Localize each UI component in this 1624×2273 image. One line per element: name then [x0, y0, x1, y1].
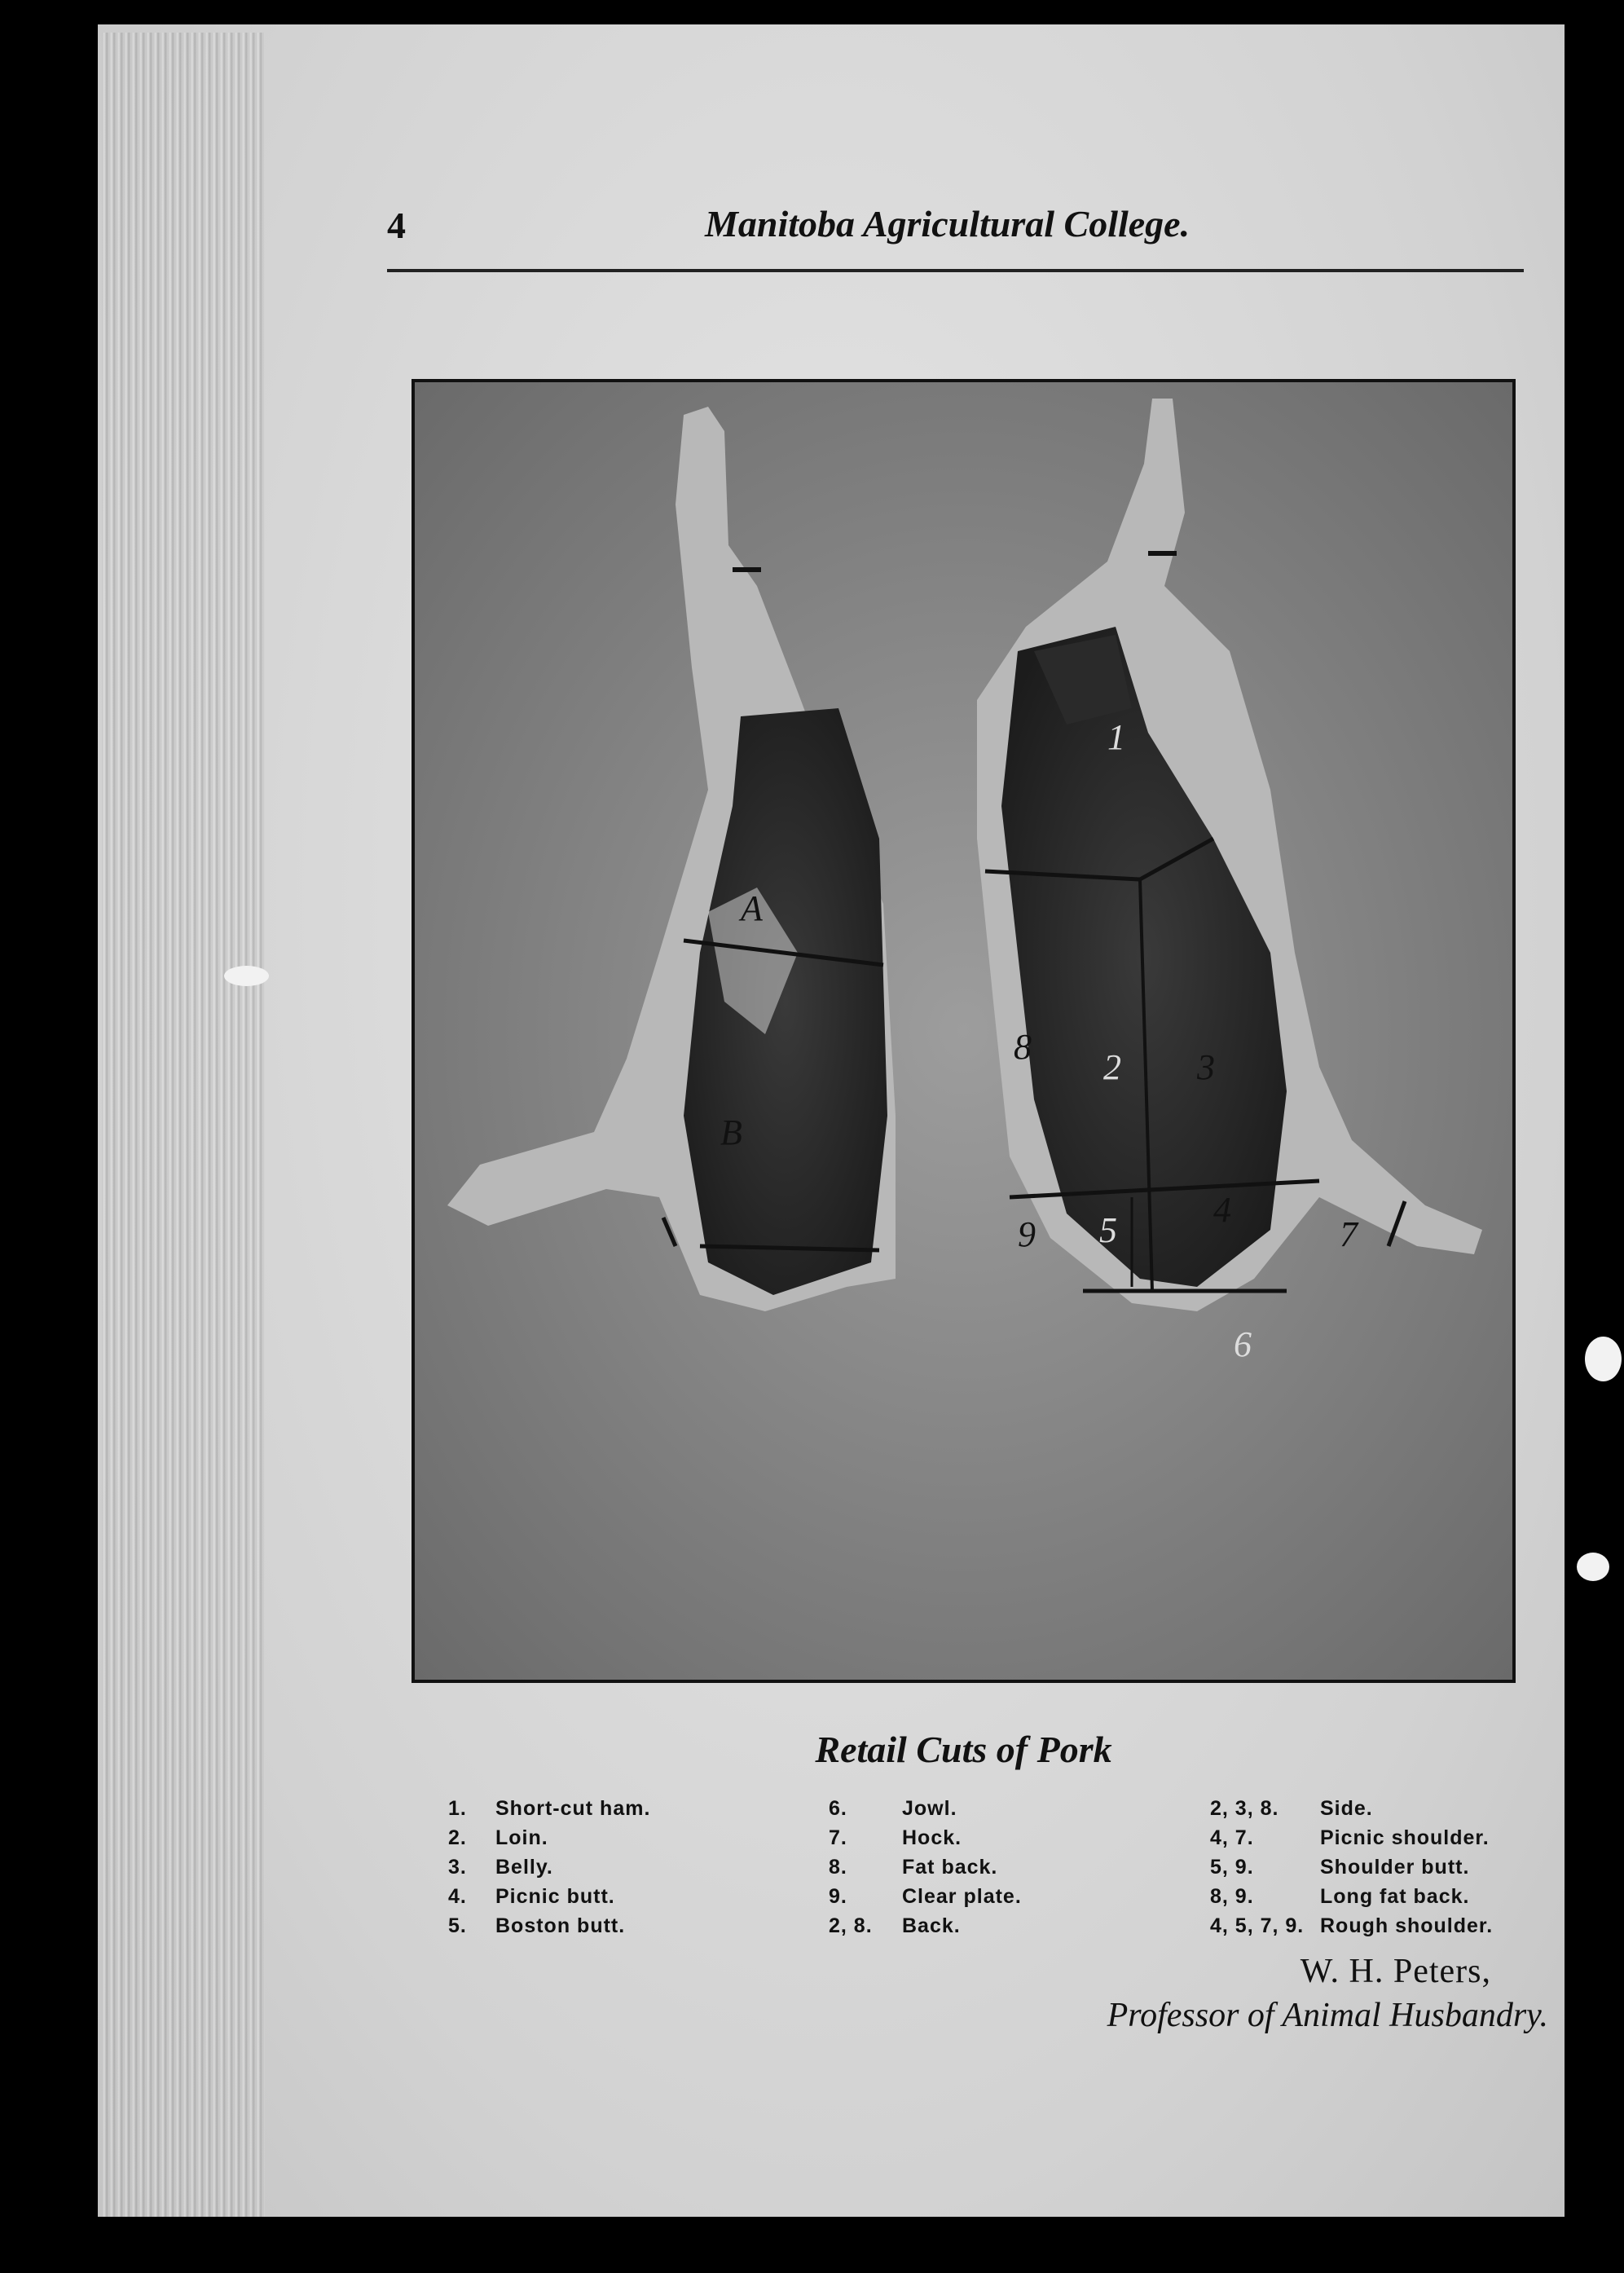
left-carcass: [447, 407, 896, 1531]
legend-item: 5, 9. Shoulder butt.: [1210, 1856, 1470, 1879]
legend-item: 5. Boston butt.: [448, 1914, 626, 1937]
running-head: Manitoba Agricultural College.: [705, 203, 1190, 244]
cut-label-b: B: [720, 1112, 742, 1152]
legend-item: 6. Jowl.: [829, 1797, 957, 1820]
cut-label-4: 4: [1213, 1190, 1231, 1230]
page-header: [387, 196, 1524, 261]
author-name: W. H. Peters,: [1300, 1953, 1491, 1990]
legend-item: 4. Picnic butt.: [448, 1885, 615, 1908]
carcass-illustration: [415, 382, 1512, 1680]
cut-label-7: 7: [1340, 1214, 1358, 1254]
pork-carcass-photo: [412, 379, 1516, 1683]
cut-label-1: 1: [1107, 717, 1125, 757]
cut-label-8: 8: [1014, 1027, 1032, 1067]
cut-label-6: 6: [1234, 1324, 1252, 1364]
legend-item: 2. Loin.: [448, 1826, 548, 1849]
cut-label-5: 5: [1099, 1210, 1117, 1250]
cut-label-2: 2: [1103, 1047, 1121, 1087]
author-title: Professor of Animal Husbandry.: [1107, 1997, 1548, 2034]
legend-column-1: [448, 1797, 650, 1944]
scan-artifact: [1577, 1553, 1609, 1581]
legend-item: 8, 9. Long fat back.: [1210, 1885, 1470, 1908]
legend-item: 2, 3, 8. Side.: [1210, 1797, 1373, 1820]
cut-label-3: 3: [1197, 1047, 1215, 1087]
scan-artifact: [224, 966, 269, 986]
legend-item: 1. Short-cut ham.: [448, 1797, 651, 1820]
cut-label-9: 9: [1018, 1214, 1036, 1254]
page-edges: [102, 33, 265, 2217]
right-carcass: [977, 399, 1482, 1311]
legend-item: 2, 8. Back.: [829, 1914, 961, 1937]
header-rule: [387, 269, 1524, 272]
legend-column-2: [829, 1797, 1022, 1944]
signature-block: [962, 1952, 1548, 2035]
scan-artifact: [1585, 1337, 1622, 1381]
legend-item: 4, 5, 7, 9. Rough shoulder.: [1210, 1914, 1494, 1937]
legend-item: 4, 7. Picnic shoulder.: [1210, 1826, 1490, 1849]
figure-caption: Retail Cuts of Pork: [815, 1729, 1112, 1770]
legend-item: 8. Fat back.: [829, 1856, 998, 1879]
page-number: 4: [387, 205, 406, 246]
legend-item: 7. Hock.: [829, 1826, 962, 1849]
legend-item: 9. Clear plate.: [829, 1885, 1022, 1908]
cut-label-a: A: [741, 888, 763, 928]
legend-item: 3. Belly.: [448, 1856, 553, 1879]
legend-column-3: [1210, 1797, 1493, 1944]
